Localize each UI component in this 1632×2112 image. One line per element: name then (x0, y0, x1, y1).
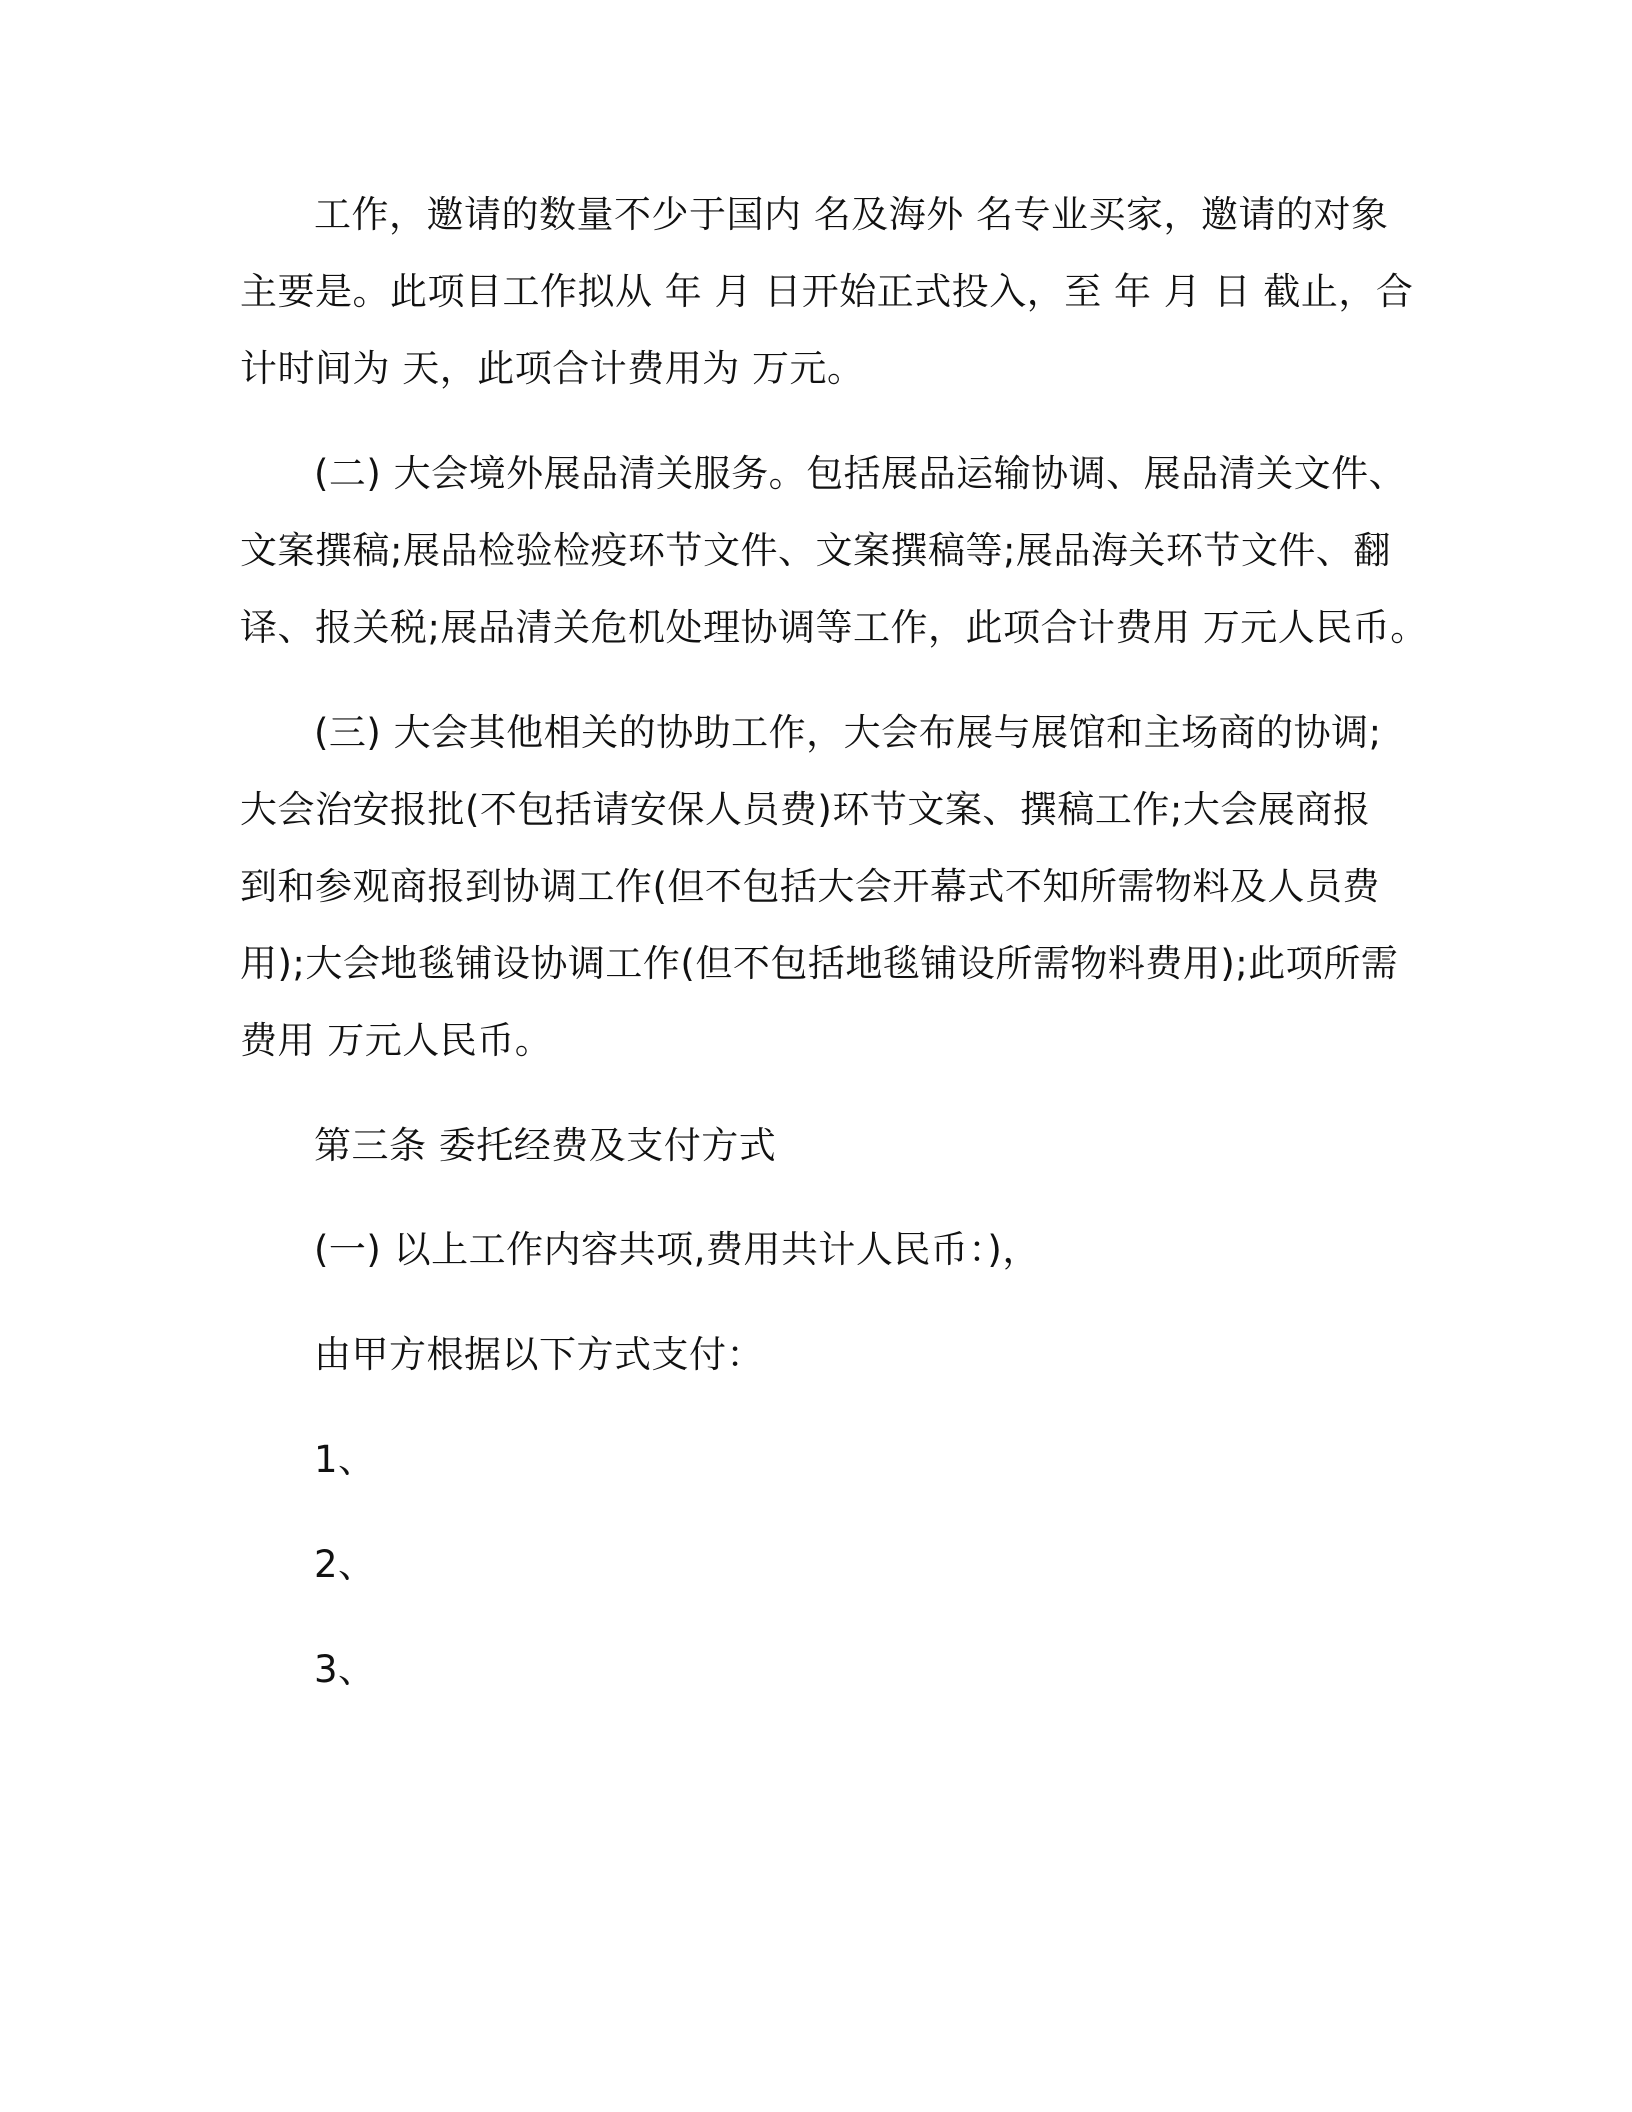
paragraph-3-line-1: (三) 大会其他相关的协助工作，大会布展与展馆和主场商的协调; (314, 711, 1382, 754)
article-3-heading: 第三条 委托经费及支付方式 (314, 1124, 777, 1167)
paragraph-2-line-3: 译、报关税;展品清关危机处理协调等工作，此项合计费用 万元人民币。 (240, 606, 1428, 649)
clause-1: (一) 以上工作内容共项,费用共计人民币：)， (314, 1228, 1040, 1271)
paragraph-2-line-1: (二) 大会境外展品清关服务。包括展品运输协调、展品清关文件、 (314, 452, 1407, 495)
paragraph-2-line-2: 文案撰稿;展品检验检疫环节文件、文案撰稿等;展品海关环节文件、翻 (240, 529, 1391, 572)
paragraph-1-line-2: 主要是。此项目工作拟从 年 月 日开始正式投入，至 年 月 日 截止，合 (240, 270, 1414, 313)
paragraph-3-line-3: 到和参观商报到协调工作(但不包括大会开幕式不知所需物料及人员费 (240, 865, 1380, 908)
payment-item-3: 3、 (314, 1648, 376, 1691)
paragraph-3-line-2: 大会治安报批(不包括请安保人员费)环节文案、撰稿工作;大会展商报 (240, 788, 1371, 831)
payment-intro: 由甲方根据以下方式支付： (314, 1333, 764, 1376)
paragraph-3-line-4: 用);大会地毯铺设协调工作(但不包括地毯铺设所需物料费用);此项所需 (240, 942, 1399, 985)
payment-item-2: 2、 (314, 1543, 376, 1586)
paragraph-1-line-1: 工作，邀请的数量不少于国内 名及海外 名专业买家，邀请的对象 (314, 193, 1389, 236)
payment-item-1: 1、 (314, 1438, 376, 1481)
paragraph-3-line-5: 费用 万元人民币。 (240, 1019, 553, 1062)
paragraph-1-line-3: 计时间为 天，此项合计费用为 万元。 (240, 347, 865, 390)
